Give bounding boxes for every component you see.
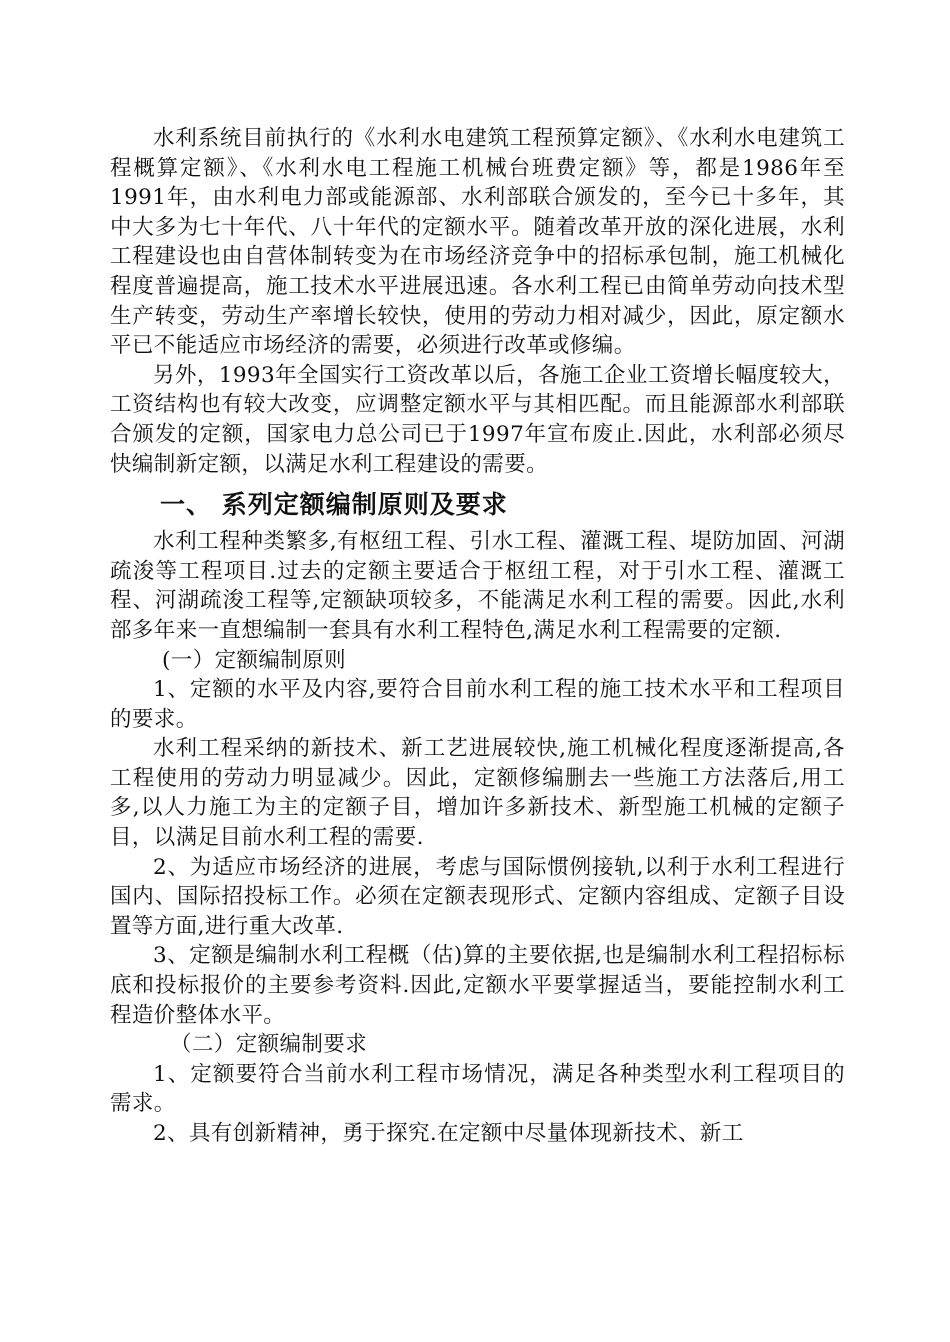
intro-paragraph-2: 另外，1993年全国实行工资改革以后，各施工企业工资增长幅度较大，工资结构也有较大改变，应调整定额水平与其相匹配。而且能源部水利部联合颁发的定额，国家电力总公司已于1997年宣布废止.因此，水利部必须尽快编制新定额，以满足水利工程建设的需要。	[110, 362, 845, 477]
intro-paragraph-1: 水利系统目前执行的《水利水电建筑工程预算定额》、《水利水电建筑工程概算定额》、《水利水电工程施工机械台班费定额》等，都是1986年至1991年，由水利电力部或能源部、水利部联合颁发的，至今已十多年，其中大多为七十年代、八十年代的定额水平。随着改革开放的深化进展，水利工程建设也由自营体制转变为在市场经济竞争中的招标承包制，施工机械化程度普遍提高，施工技术水平进展迅速。各水利工程已由简单劳动向技术型生产转变，劳动生产率增长较快，使用的劳动力相对减少，因此，原定额水平已不能适应市场经济的需要，必须进行改革或修编。	[110, 126, 845, 359]
requirement-item-2: 2、具有创新精神，勇于探究.在定额中尽量体现新技术、新工	[153, 1121, 744, 1146]
requirements-title: （二）定额编制要求	[170, 1032, 368, 1058]
principle-item-1: 1、定额的水平及内容,要符合目前水利工程的施工技术水平和工程项目的要求。	[110, 677, 845, 732]
principle-item-2: 2、为适应市场经济的进展，考虑与国际惯例接轨,以利于水利工程进行国内、国际招投标工作。必须在定额表现形式、定额内容组成、定额子目设置等方面,进行重大改革.	[110, 854, 845, 939]
principle-item-3: 3、定额是编制水利工程概（估)算的主要依据,也是编制水利工程招标标底和投标报价的主要参考资料.因此,定额水平要掌握适当，要能控制水利工程造价整体水平。	[110, 943, 845, 1028]
principle-item-1-detail: 水利工程采纳的新技术、新工艺进展较快,施工机械化程度逐渐提高,各工程使用的劳动力明显减少。因此，定额修编删去一些施工方法落后,用工多,以人力施工为主的定额子目，增加许多新技术、新型施工机械的定额子目，以满足目前水利工程的需要.	[110, 736, 845, 851]
section-heading: 一、 系列定额编制原则及要求	[160, 490, 508, 520]
section-intro-paragraph: 水利工程种类繁多,有枢纽工程、引水工程、灌溉工程、堤防加固、河湖疏浚等工程项目.过去的定额主要适合于枢纽工程，对于引水工程、灌溉工程、河湖疏浚工程等,定额缺项较多，不能满足水利工程的需要。因此,水利部多年来一直想编制一套具有水利工程特色,满足水利工程需要的定额.	[110, 529, 845, 643]
document-page	[110, 124, 845, 1149]
requirement-item-1: 1、定额要符合当前水利工程市场情况，满足各种类型水利工程项目的需求。	[110, 1061, 845, 1117]
principles-title: (一）定额编制原则	[162, 647, 346, 673]
